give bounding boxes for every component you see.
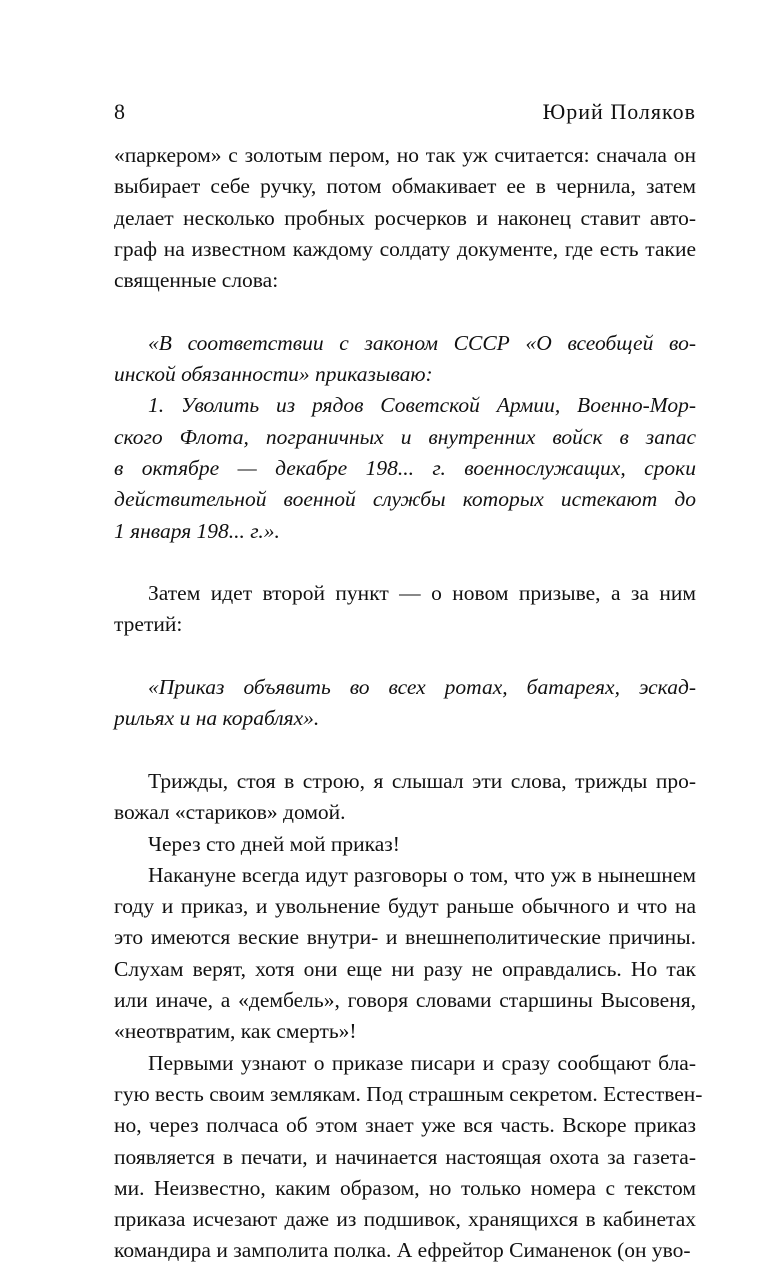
text-line: ми. Неизвестно, каким образом, но только номера с текстом (114, 1175, 696, 1200)
book-page (114, 90, 703, 1267)
text-line: граф на известном каждому солдату документе, где есть такие (114, 236, 696, 261)
page-body (114, 140, 703, 1267)
text-line: священные слова: (114, 268, 279, 293)
page-header (114, 90, 696, 128)
paragraph-gap (114, 641, 696, 672)
paragraph-gap (114, 547, 696, 578)
text-line: «неотвратим, как смерть»! (114, 1019, 357, 1044)
text-line: Затем идет второй пункт — о новом призыве, а за ним (148, 581, 696, 606)
text-paragraph (114, 860, 696, 1048)
text-line: «В соответствии с законом СССР «О всеобщей во- (148, 330, 696, 355)
text-line: в октябре — декабре 198... г. военнослужащих, сроки (114, 455, 696, 480)
page-number: 8 (114, 99, 125, 124)
text-line: «паркером» с золотым пером, но так уж считается: сначала он (114, 143, 696, 167)
text-line: Накануне всегда идут разговоры о том, что уж в нынешнем (148, 862, 696, 887)
text-line: 1 января 198... г.». (114, 518, 280, 543)
text-line: но, через полчаса об этом знает уже вся часть. Вскоре приказ (114, 1113, 696, 1138)
text-line: или иначе, а «дембель», говоря словами старшины Высовеня, (114, 988, 696, 1013)
text-line: делает несколько пробных росчерков и наконец ставит авто- (114, 205, 696, 230)
text-line: вожал «стариков» домой. (114, 800, 346, 825)
text-line: 1. Уволить из рядов Советской Армии, Военно-Мор- (148, 393, 696, 418)
text-paragraph (114, 829, 696, 860)
text-line: командира и замполита полка. А ефрейтор Симаненок (он уво- (114, 1238, 691, 1263)
text-line: это имеются веские внутри- и внешнеполитические причины. (114, 925, 696, 950)
text-paragraph (114, 140, 696, 296)
quote-paragraph (114, 390, 696, 546)
text-paragraph (114, 1048, 703, 1267)
text-line: появляется в печати, и начинается настоящая охота за газета- (114, 1144, 696, 1169)
quote-paragraph (114, 328, 696, 391)
quote-paragraph (114, 672, 696, 735)
text-line: выбирает себе ручку, потом обмакивает ее в чернила, затем (114, 174, 696, 199)
text-line: гую весть своим землякам. Под страшным секретом. Естествен- (114, 1081, 703, 1106)
text-line: третий: (114, 612, 183, 637)
text-line: Через сто дней мой приказ! (148, 831, 400, 856)
text-paragraph (114, 578, 696, 641)
text-line: Слухам верят, хотя они еще ни разу не оправдались. Но так (114, 956, 696, 981)
text-line: приказа исчезают даже из подшивок, хранящихся в кабинетах (114, 1207, 696, 1232)
text-line: году и приказ, и увольнение будут раньше обычного и что на (114, 894, 696, 919)
text-paragraph (114, 766, 696, 829)
running-title: Юрий Поляков (542, 99, 696, 124)
text-line: рильях и на кораблях». (114, 706, 320, 731)
paragraph-gap (114, 296, 696, 327)
paragraph-gap (114, 735, 696, 766)
text-line: действительной военной службы которых истекают до (114, 487, 696, 512)
text-line: инской обязанности» приказываю: (114, 362, 433, 387)
text-line: ского Флота, пограничных и внутренних войск в запас (114, 424, 696, 449)
text-line: Трижды, стоя в строю, я слышал эти слова, трижды про- (148, 768, 696, 793)
text-line: «Приказ объявить во всех ротах, батареях, эскад- (148, 675, 696, 700)
text-line: Первыми узнают о приказе писари и сразу сообщают бла- (148, 1050, 696, 1075)
